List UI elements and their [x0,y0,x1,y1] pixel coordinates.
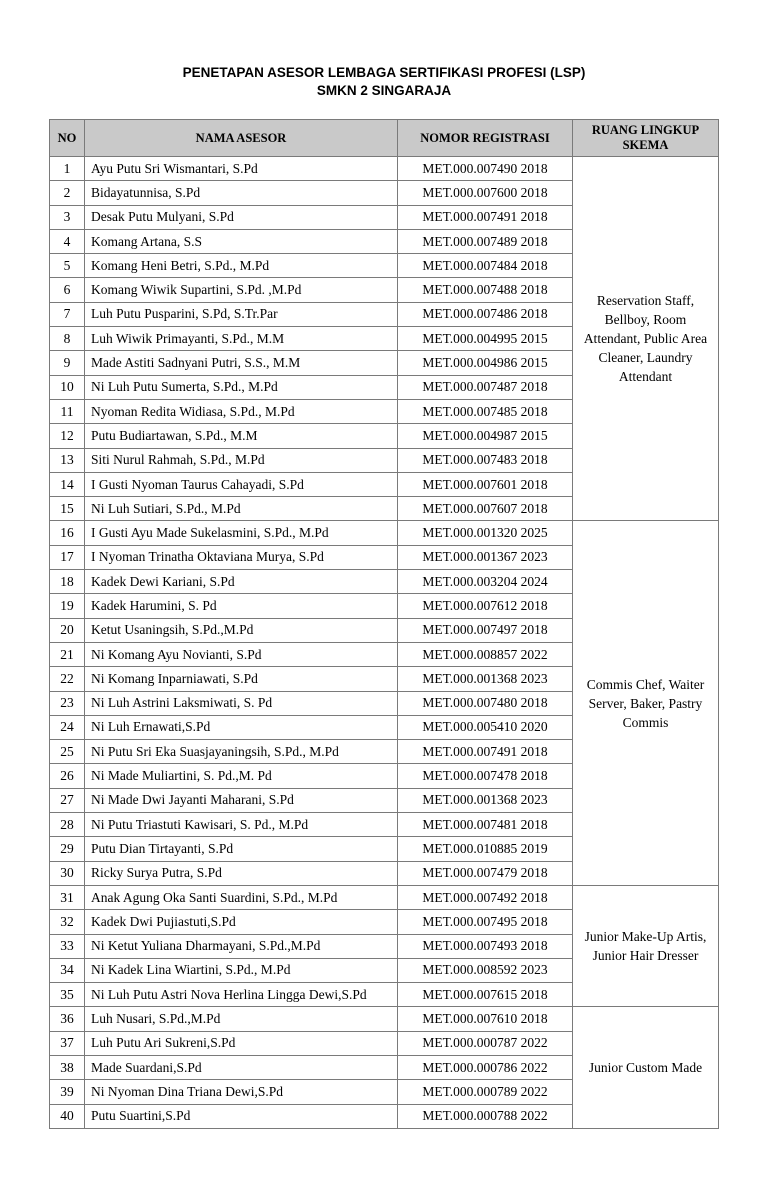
cell-no: 9 [50,351,85,375]
cell-nomor-registrasi: MET.000.007491 2018 [398,740,573,764]
cell-nomor-registrasi: MET.000.007600 2018 [398,181,573,205]
cell-nomor-registrasi: MET.000.004987 2015 [398,424,573,448]
cell-nomor-registrasi: MET.000.001368 2023 [398,788,573,812]
cell-nomor-registrasi: MET.000.001320 2025 [398,521,573,545]
cell-no: 25 [50,740,85,764]
cell-no: 6 [50,278,85,302]
cell-no: 33 [50,934,85,958]
cell-nama-asesor: Nyoman Redita Widiasa, S.Pd., M.Pd [85,399,398,423]
cell-ruang-lingkup-skema: Commis Chef, Waiter Server, Baker, Pastry Commis [573,521,719,885]
cell-no: 37 [50,1031,85,1055]
cell-nama-asesor: Luh Putu Pusparini, S.Pd, S.Tr.Par [85,302,398,326]
cell-no: 7 [50,302,85,326]
title-line-1: PENETAPAN ASESOR LEMBAGA SERTIFIKASI PROFESI (LSP) [182,65,586,80]
cell-no: 4 [50,229,85,253]
cell-nama-asesor: Luh Putu Ari Sukreni,S.Pd [85,1031,398,1055]
cell-nama-asesor: Ni Putu Triastuti Kawisari, S. Pd., M.Pd [85,813,398,837]
cell-nama-asesor: Siti Nurul Rahmah, S.Pd., M.Pd [85,448,398,472]
cell-nama-asesor: Anak Agung Oka Santi Suardini, S.Pd., M.Pd [85,885,398,909]
cell-no: 40 [50,1104,85,1128]
cell-nomor-registrasi: MET.000.007601 2018 [398,472,573,496]
cell-nomor-registrasi: MET.000.008592 2023 [398,958,573,982]
title-line-2: SMKN 2 SINGARAJA [316,83,452,98]
cell-nama-asesor: Komang Artana, S.S [85,229,398,253]
header-no: NO [50,120,85,157]
cell-nomor-registrasi: MET.000.000788 2022 [398,1104,573,1128]
cell-nomor-registrasi: MET.000.005410 2020 [398,715,573,739]
cell-nomor-registrasi: MET.000.007493 2018 [398,934,573,958]
cell-no: 36 [50,1007,85,1031]
table-row [50,885,719,909]
cell-nama-asesor: Desak Putu Mulyani, S.Pd [85,205,398,229]
cell-no: 11 [50,399,85,423]
cell-nama-asesor: Putu Suartini,S.Pd [85,1104,398,1128]
table-body [50,157,719,1129]
cell-nama-asesor: Luh Wiwik Primayanti, S.Pd., M.M [85,327,398,351]
cell-ruang-lingkup-skema: Reservation Staff, Bellboy, Room Attendant, Public Area Cleaner, Laundry Attendant [573,157,719,521]
cell-nomor-registrasi: MET.000.000786 2022 [398,1055,573,1079]
cell-nomor-registrasi: MET.000.010885 2019 [398,837,573,861]
cell-nomor-registrasi: MET.000.007480 2018 [398,691,573,715]
header-ruang-lingkup-skema: RUANG LINGKUP SKEMA [573,120,719,157]
cell-nama-asesor: Kadek Harumini, S. Pd [85,594,398,618]
cell-no: 24 [50,715,85,739]
cell-nama-asesor: Ni Komang Ayu Novianti, S.Pd [85,642,398,666]
asesor-table [49,119,719,1129]
cell-nomor-registrasi: MET.000.000789 2022 [398,1080,573,1104]
cell-nama-asesor: Made Astiti Sadnyani Putri, S.S., M.M [85,351,398,375]
cell-no: 13 [50,448,85,472]
cell-nama-asesor: Komang Heni Betri, S.Pd., M.Pd [85,254,398,278]
cell-nomor-registrasi: MET.000.007481 2018 [398,813,573,837]
cell-nomor-registrasi: MET.000.007607 2018 [398,497,573,521]
cell-no: 16 [50,521,85,545]
cell-nomor-registrasi: MET.000.007479 2018 [398,861,573,885]
cell-nomor-registrasi: MET.000.007478 2018 [398,764,573,788]
cell-nama-asesor: Ayu Putu Sri Wismantari, S.Pd [85,157,398,181]
cell-nomor-registrasi: MET.000.001367 2023 [398,545,573,569]
cell-no: 29 [50,837,85,861]
cell-nomor-registrasi: MET.000.007485 2018 [398,399,573,423]
cell-nama-asesor: Luh Nusari, S.Pd.,M.Pd [85,1007,398,1031]
cell-nomor-registrasi: MET.000.007612 2018 [398,594,573,618]
cell-nomor-registrasi: MET.000.007487 2018 [398,375,573,399]
cell-nomor-registrasi: MET.000.008857 2022 [398,642,573,666]
cell-nomor-registrasi: MET.000.007484 2018 [398,254,573,278]
cell-ruang-lingkup-skema: Junior Make-Up Artis, Junior Hair Dresser [573,885,719,1006]
cell-ruang-lingkup-skema: Junior Custom Made [573,1007,719,1128]
cell-nama-asesor: Ni Luh Putu Sumerta, S.Pd., M.Pd [85,375,398,399]
cell-nama-asesor: Kadek Dewi Kariani, S.Pd [85,570,398,594]
table-row [50,521,719,545]
cell-no: 34 [50,958,85,982]
cell-nomor-registrasi: MET.000.007483 2018 [398,448,573,472]
cell-nomor-registrasi: MET.000.000787 2022 [398,1031,573,1055]
cell-nomor-registrasi: MET.000.004986 2015 [398,351,573,375]
cell-nama-asesor: I Nyoman Trinatha Oktaviana Murya, S.Pd [85,545,398,569]
cell-no: 19 [50,594,85,618]
cell-no: 27 [50,788,85,812]
cell-no: 38 [50,1055,85,1079]
cell-nomor-registrasi: MET.000.007497 2018 [398,618,573,642]
cell-no: 1 [50,157,85,181]
document-title [0,64,768,100]
cell-nomor-registrasi: MET.000.007490 2018 [398,157,573,181]
cell-nomor-registrasi: MET.000.007615 2018 [398,983,573,1007]
table-row [50,1007,719,1031]
cell-nomor-registrasi: MET.000.007492 2018 [398,885,573,909]
cell-nama-asesor: Putu Dian Tirtayanti, S.Pd [85,837,398,861]
cell-no: 39 [50,1080,85,1104]
cell-nama-asesor: Made Suardani,S.Pd [85,1055,398,1079]
cell-no: 3 [50,205,85,229]
cell-nama-asesor: Ni Putu Sri Eka Suasjayaningsih, S.Pd., M.Pd [85,740,398,764]
cell-nama-asesor: I Gusti Ayu Made Sukelasmini, S.Pd., M.Pd [85,521,398,545]
cell-nama-asesor: Ni Made Muliartini, S. Pd.,M. Pd [85,764,398,788]
cell-no: 18 [50,570,85,594]
cell-no: 8 [50,327,85,351]
cell-no: 10 [50,375,85,399]
cell-nomor-registrasi: MET.000.004995 2015 [398,327,573,351]
cell-nama-asesor: Ni Luh Sutiari, S.Pd., M.Pd [85,497,398,521]
cell-nomor-registrasi: MET.000.007488 2018 [398,278,573,302]
cell-no: 28 [50,813,85,837]
cell-nama-asesor: Bidayatunnisa, S.Pd [85,181,398,205]
cell-nama-asesor: Ni Komang Inparniawati, S.Pd [85,667,398,691]
cell-nama-asesor: Ni Made Dwi Jayanti Maharani, S.Pd [85,788,398,812]
cell-nomor-registrasi: MET.000.007610 2018 [398,1007,573,1031]
table-row [50,157,719,181]
table-header-row [50,120,719,157]
cell-no: 5 [50,254,85,278]
header-nomor-registrasi: NOMOR REGISTRASI [398,120,573,157]
cell-no: 23 [50,691,85,715]
cell-nama-asesor: Ni Luh Putu Astri Nova Herlina Lingga Dewi,S.Pd [85,983,398,1007]
cell-no: 2 [50,181,85,205]
cell-nomor-registrasi: MET.000.007486 2018 [398,302,573,326]
cell-nomor-registrasi: MET.000.007495 2018 [398,910,573,934]
cell-nomor-registrasi: MET.000.007489 2018 [398,229,573,253]
cell-no: 32 [50,910,85,934]
cell-no: 20 [50,618,85,642]
cell-no: 30 [50,861,85,885]
cell-nama-asesor: Komang Wiwik Supartini, S.Pd. ,M.Pd [85,278,398,302]
cell-no: 12 [50,424,85,448]
cell-nama-asesor: Ni Kadek Lina Wiartini, S.Pd., M.Pd [85,958,398,982]
cell-no: 22 [50,667,85,691]
cell-nama-asesor: Ketut Usaningsih, S.Pd.,M.Pd [85,618,398,642]
cell-no: 14 [50,472,85,496]
cell-nama-asesor: Putu Budiartawan, S.Pd., M.M [85,424,398,448]
cell-no: 21 [50,642,85,666]
cell-nomor-registrasi: MET.000.003204 2024 [398,570,573,594]
cell-no: 17 [50,545,85,569]
cell-nama-asesor: Ni Ketut Yuliana Dharmayani, S.Pd.,M.Pd [85,934,398,958]
cell-nama-asesor: Ricky Surya Putra, S.Pd [85,861,398,885]
cell-nomor-registrasi: MET.000.001368 2023 [398,667,573,691]
cell-nama-asesor: Ni Luh Astrini Laksmiwati, S. Pd [85,691,398,715]
cell-no: 31 [50,885,85,909]
cell-nama-asesor: Ni Luh Ernawati,S.Pd [85,715,398,739]
cell-nama-asesor: Ni Nyoman Dina Triana Dewi,S.Pd [85,1080,398,1104]
cell-nama-asesor: I Gusti Nyoman Taurus Cahayadi, S.Pd [85,472,398,496]
cell-no: 35 [50,983,85,1007]
cell-nomor-registrasi: MET.000.007491 2018 [398,205,573,229]
cell-no: 15 [50,497,85,521]
cell-no: 26 [50,764,85,788]
header-nama-asesor: NAMA ASESOR [85,120,398,157]
cell-nama-asesor: Kadek Dwi Pujiastuti,S.Pd [85,910,398,934]
